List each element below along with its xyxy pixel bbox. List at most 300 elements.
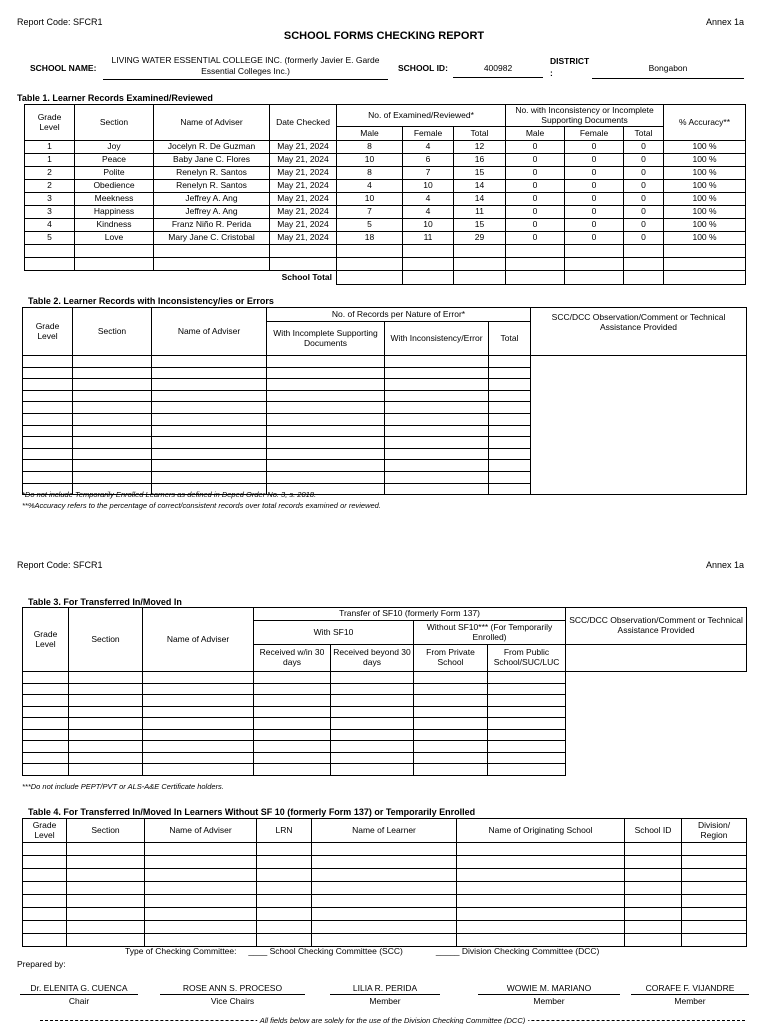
table2 xyxy=(22,307,747,495)
t3-cell[interactable] xyxy=(143,729,254,741)
t2-cell[interactable] xyxy=(152,460,267,472)
t2-cell[interactable] xyxy=(267,448,385,460)
t2-cell[interactable] xyxy=(23,356,73,368)
t3-cell[interactable] xyxy=(254,695,331,707)
t3-cell[interactable] xyxy=(488,764,566,776)
t2-cell[interactable] xyxy=(152,379,267,391)
t1-cell[interactable] xyxy=(75,245,154,258)
t3-cell[interactable] xyxy=(69,695,143,707)
t4-cell[interactable] xyxy=(145,856,257,869)
t1-total-cell[interactable] xyxy=(565,271,624,285)
t2-cell[interactable] xyxy=(152,402,267,414)
t2-cell[interactable] xyxy=(23,413,73,425)
t3-cell[interactable] xyxy=(414,672,488,684)
t4-cell[interactable] xyxy=(457,908,625,921)
t4-cell[interactable] xyxy=(682,869,747,882)
t4-cell[interactable] xyxy=(312,869,457,882)
t1-cell: 1 xyxy=(25,154,75,167)
t3-cell[interactable] xyxy=(488,683,566,695)
t4-cell[interactable] xyxy=(457,843,625,856)
t3-blank-row xyxy=(23,741,747,753)
t4-cell[interactable] xyxy=(625,843,682,856)
t1-cell[interactable] xyxy=(270,245,337,258)
school-name-value: LIVING WATER ESSENTIAL COLLEGE INC. (formerly Javier E. Garde Essential Colleges Inc.) xyxy=(103,55,388,80)
t3-cell[interactable] xyxy=(254,672,331,684)
scc-blank[interactable]: ____ xyxy=(248,946,268,956)
t2-cell[interactable] xyxy=(152,425,267,437)
t3-cell[interactable] xyxy=(488,741,566,753)
t4-cell[interactable] xyxy=(23,869,67,882)
t3-cell[interactable] xyxy=(331,741,414,753)
t4-cell[interactable] xyxy=(67,921,145,934)
t4-cell[interactable] xyxy=(682,921,747,934)
t3-header-observation: SCC/DCC Observation/Comment or Technical Assistance Provided xyxy=(566,608,747,645)
t1-cell: 0 xyxy=(624,180,664,193)
t1-cell[interactable] xyxy=(154,245,270,258)
t2-cell[interactable] xyxy=(385,483,489,495)
t2-cell[interactable] xyxy=(385,402,489,414)
t2-cell[interactable] xyxy=(385,471,489,483)
signatory-role: Member xyxy=(330,994,440,1006)
t1-cell: 0 xyxy=(565,141,624,154)
t1-total-cell[interactable] xyxy=(624,271,664,285)
t4-cell[interactable] xyxy=(23,908,67,921)
t2-cell[interactable] xyxy=(152,356,267,368)
t1-cell: 0 xyxy=(506,219,565,232)
t4-cell[interactable] xyxy=(67,856,145,869)
t4-cell[interactable] xyxy=(625,921,682,934)
t4-cell[interactable] xyxy=(257,869,312,882)
t2-cell[interactable] xyxy=(23,448,73,460)
t1-cell: May 21, 2024 xyxy=(270,232,337,245)
t2-cell[interactable] xyxy=(73,448,152,460)
t1-cell: Jeffrey A. Ang xyxy=(154,206,270,219)
t1-row xyxy=(25,141,746,154)
t1-cell[interactable] xyxy=(506,258,565,271)
t2-cell[interactable] xyxy=(385,390,489,402)
t1-header-examined: No. of Examined/Reviewed* xyxy=(337,105,506,127)
t3-cell[interactable] xyxy=(414,683,488,695)
t3-cell[interactable] xyxy=(69,683,143,695)
t2-cell[interactable] xyxy=(385,425,489,437)
t2-header-total: Total xyxy=(489,322,531,356)
t2-cell[interactable] xyxy=(385,367,489,379)
t2-cell[interactable] xyxy=(152,367,267,379)
school-id-value: 400982 xyxy=(453,60,543,78)
t4-cell[interactable] xyxy=(312,843,457,856)
t3-cell[interactable] xyxy=(488,729,566,741)
t4-cell[interactable] xyxy=(23,843,67,856)
t1-cell: 2 xyxy=(25,167,75,180)
t2-cell[interactable] xyxy=(267,390,385,402)
t2-cell[interactable] xyxy=(23,390,73,402)
t2-cell[interactable] xyxy=(73,402,152,414)
t1-cell: May 21, 2024 xyxy=(270,167,337,180)
t2-cell[interactable] xyxy=(267,425,385,437)
t3-cell[interactable] xyxy=(488,695,566,707)
t3-cell[interactable] xyxy=(488,718,566,730)
t3-cell[interactable] xyxy=(331,695,414,707)
t1-cell: Joy xyxy=(75,141,154,154)
t1-cell: 0 xyxy=(565,167,624,180)
t1-cell: 1 xyxy=(25,141,75,154)
t1-cell: Renelyn R. Santos xyxy=(154,167,270,180)
t2-cell[interactable] xyxy=(73,379,152,391)
t1-total-cell[interactable] xyxy=(337,271,403,285)
t1-cell[interactable] xyxy=(25,258,75,271)
t1-cell[interactable] xyxy=(403,245,454,258)
t2-cell[interactable] xyxy=(489,379,531,391)
t2-cell[interactable] xyxy=(73,367,152,379)
t1-cell: 6 xyxy=(403,154,454,167)
t2-cell[interactable] xyxy=(267,367,385,379)
t3-cell[interactable] xyxy=(69,672,143,684)
t2-cell[interactable] xyxy=(267,437,385,449)
t4-cell[interactable] xyxy=(625,869,682,882)
t2-cell[interactable] xyxy=(267,413,385,425)
t4-cell[interactable] xyxy=(257,843,312,856)
t1-total-cell[interactable] xyxy=(506,271,565,285)
t3-cell[interactable] xyxy=(254,683,331,695)
t2-cell[interactable] xyxy=(385,448,489,460)
t3-header-adviser: Name of Adviser xyxy=(143,608,254,672)
t4-cell[interactable] xyxy=(682,908,747,921)
t3-cell[interactable] xyxy=(69,752,143,764)
t3-cell[interactable] xyxy=(69,718,143,730)
t1-cell[interactable] xyxy=(454,245,506,258)
t1-cell[interactable] xyxy=(270,258,337,271)
t4-cell[interactable] xyxy=(457,895,625,908)
t1-cell: 2 xyxy=(25,180,75,193)
t3-cell[interactable] xyxy=(488,706,566,718)
t4-blank-row xyxy=(23,843,747,856)
t4-cell[interactable] xyxy=(67,869,145,882)
t1-cell: 18 xyxy=(337,232,403,245)
t1-cell[interactable] xyxy=(454,258,506,271)
t1-cell: Meekness xyxy=(75,193,154,206)
t1-header-date: Date Checked xyxy=(270,105,337,141)
t1-cell: 10 xyxy=(403,219,454,232)
t4-cell[interactable] xyxy=(682,856,747,869)
t1-row xyxy=(25,193,746,206)
t4-cell[interactable] xyxy=(23,934,67,947)
t2-observation-cell[interactable] xyxy=(531,356,747,495)
t2-cell[interactable] xyxy=(489,425,531,437)
t1-cell[interactable] xyxy=(403,258,454,271)
t1-cell: Peace xyxy=(75,154,154,167)
t1-cell: Kindness xyxy=(75,219,154,232)
t2-cell[interactable] xyxy=(23,471,73,483)
t2-cell[interactable] xyxy=(489,390,531,402)
t4-cell[interactable] xyxy=(312,895,457,908)
t2-cell[interactable] xyxy=(489,483,531,495)
t2-cell[interactable] xyxy=(267,402,385,414)
t4-cell[interactable] xyxy=(312,934,457,947)
t1-cell: 100 % xyxy=(664,219,746,232)
t3-cell[interactable] xyxy=(143,683,254,695)
t1-cell[interactable] xyxy=(25,245,75,258)
t2-cell[interactable] xyxy=(489,448,531,460)
t2-cell[interactable] xyxy=(73,471,152,483)
t1-cell: 0 xyxy=(506,154,565,167)
t4-cell[interactable] xyxy=(145,869,257,882)
t4-cell[interactable] xyxy=(457,869,625,882)
t1-cell[interactable] xyxy=(664,258,746,271)
district-label: DISTRICT xyxy=(550,56,590,66)
t3-header-private: From Private School xyxy=(414,645,488,672)
t2-header-grade: Grade Level xyxy=(23,308,73,356)
t1-cell[interactable] xyxy=(75,258,154,271)
t1-cell: Jeffrey A. Ang xyxy=(154,193,270,206)
t2-blank-row xyxy=(23,356,747,368)
t3-cell[interactable] xyxy=(488,752,566,764)
t3-cell[interactable] xyxy=(414,729,488,741)
t4-cell[interactable] xyxy=(145,882,257,895)
dcc-footer xyxy=(40,1016,745,1024)
t3-header-without-sf10: Without SF10*** (For Temporarily Enrolled) xyxy=(414,621,566,645)
t1-cell: 0 xyxy=(506,193,565,206)
t2-cell[interactable] xyxy=(489,471,531,483)
t4-cell[interactable] xyxy=(457,921,625,934)
t1-total-cell[interactable] xyxy=(454,271,506,285)
t3-cell[interactable] xyxy=(69,706,143,718)
t4-cell[interactable] xyxy=(457,882,625,895)
t4-cell[interactable] xyxy=(625,856,682,869)
t4-cell[interactable] xyxy=(682,934,747,947)
t4-cell[interactable] xyxy=(682,882,747,895)
t4-cell[interactable] xyxy=(23,921,67,934)
t1-cell: Baby Jane C. Flores xyxy=(154,154,270,167)
t4-cell[interactable] xyxy=(682,895,747,908)
t3-cell[interactable] xyxy=(254,764,331,776)
t3-cell[interactable] xyxy=(254,729,331,741)
t3-cell[interactable] xyxy=(254,718,331,730)
t4-cell[interactable] xyxy=(312,856,457,869)
t4-cell[interactable] xyxy=(457,856,625,869)
t2-cell[interactable] xyxy=(152,471,267,483)
t2-cell[interactable] xyxy=(73,460,152,472)
t3-cell[interactable] xyxy=(143,752,254,764)
t2-cell[interactable] xyxy=(73,356,152,368)
t4-cell[interactable] xyxy=(625,908,682,921)
t3-cell[interactable] xyxy=(414,695,488,707)
dcc-footer-text: All fields below are solely for the use of the Division Checking Committee (DCC) xyxy=(257,1016,529,1024)
t1-cell[interactable] xyxy=(154,258,270,271)
t2-cell[interactable] xyxy=(152,448,267,460)
t4-cell[interactable] xyxy=(67,934,145,947)
dcc-blank[interactable]: _____ xyxy=(435,946,460,956)
t2-cell[interactable] xyxy=(152,390,267,402)
t3-cell[interactable] xyxy=(143,764,254,776)
t2-cell[interactable] xyxy=(267,379,385,391)
prepared-by-label: Prepared by: xyxy=(17,959,66,969)
t1-total-cell[interactable] xyxy=(403,271,454,285)
t3-cell[interactable] xyxy=(331,729,414,741)
t3-cell[interactable] xyxy=(331,706,414,718)
t1-header-male: Male xyxy=(337,127,403,141)
t4-cell[interactable] xyxy=(145,895,257,908)
t2-cell[interactable] xyxy=(489,356,531,368)
t2-cell[interactable] xyxy=(23,402,73,414)
t4-cell[interactable] xyxy=(67,908,145,921)
t1-cell: 0 xyxy=(506,167,565,180)
t3-cell[interactable] xyxy=(69,729,143,741)
t2-cell[interactable] xyxy=(267,460,385,472)
t2-cell[interactable] xyxy=(489,413,531,425)
t4-cell[interactable] xyxy=(625,882,682,895)
t2-header-inconsistency: With Inconsistency/Error xyxy=(385,322,489,356)
t1-cell[interactable] xyxy=(624,258,664,271)
t3-cell[interactable] xyxy=(254,741,331,753)
t1-row xyxy=(25,219,746,232)
t4-cell[interactable] xyxy=(145,908,257,921)
t3-cell[interactable] xyxy=(143,672,254,684)
t3-cell[interactable] xyxy=(254,752,331,764)
t4-cell[interactable] xyxy=(257,908,312,921)
t3-observation-cell[interactable] xyxy=(566,645,747,672)
t4-cell[interactable] xyxy=(257,921,312,934)
t1-row xyxy=(25,180,746,193)
t1-header-section: Section xyxy=(75,105,154,141)
t1-school-total-label: School Total xyxy=(25,271,337,285)
t4-cell[interactable] xyxy=(145,921,257,934)
t3-cell[interactable] xyxy=(23,729,69,741)
t1-cell[interactable] xyxy=(565,258,624,271)
t2-cell[interactable] xyxy=(23,425,73,437)
t3-cell[interactable] xyxy=(69,741,143,753)
t3-cell[interactable] xyxy=(143,718,254,730)
t3-cell[interactable] xyxy=(331,718,414,730)
t1-cell[interactable] xyxy=(624,245,664,258)
t4-cell[interactable] xyxy=(67,895,145,908)
t1-cell: 3 xyxy=(25,193,75,206)
t4-cell[interactable] xyxy=(257,934,312,947)
t4-cell[interactable] xyxy=(257,856,312,869)
t2-cell[interactable] xyxy=(385,437,489,449)
t1-cell: May 21, 2024 xyxy=(270,141,337,154)
t2-cell[interactable] xyxy=(385,460,489,472)
t3-header-beyond30: Received beyond 30 days xyxy=(331,645,414,672)
t3-cell[interactable] xyxy=(23,718,69,730)
t4-cell[interactable] xyxy=(312,921,457,934)
t4-cell[interactable] xyxy=(457,934,625,947)
t1-header-adviser: Name of Adviser xyxy=(154,105,270,141)
t3-cell[interactable] xyxy=(414,706,488,718)
t2-cell[interactable] xyxy=(267,471,385,483)
t2-cell[interactable] xyxy=(73,437,152,449)
t4-cell[interactable] xyxy=(23,856,67,869)
t3-cell[interactable] xyxy=(23,764,69,776)
t4-cell[interactable] xyxy=(257,882,312,895)
t4-cell[interactable] xyxy=(625,934,682,947)
t2-cell[interactable] xyxy=(385,413,489,425)
t1-total-cell[interactable] xyxy=(664,271,746,285)
annex-label: Annex 1a xyxy=(705,17,744,27)
t1-cell: Jocelyn R. De Guzman xyxy=(154,141,270,154)
t2-cell[interactable] xyxy=(267,356,385,368)
t3-cell[interactable] xyxy=(23,741,69,753)
t2-cell[interactable] xyxy=(23,437,73,449)
t4-cell[interactable] xyxy=(67,843,145,856)
t4-cell[interactable] xyxy=(625,895,682,908)
t1-header-male-2: Male xyxy=(506,127,565,141)
t1-blank-row xyxy=(25,258,746,271)
t1-cell[interactable] xyxy=(506,245,565,258)
t3-cell[interactable] xyxy=(414,764,488,776)
t2-cell[interactable] xyxy=(73,390,152,402)
t3-cell[interactable] xyxy=(143,706,254,718)
t3-cell[interactable] xyxy=(143,741,254,753)
t1-cell[interactable] xyxy=(337,258,403,271)
t3-cell[interactable] xyxy=(414,741,488,753)
t2-cell[interactable] xyxy=(23,460,73,472)
t4-cell[interactable] xyxy=(23,895,67,908)
t4-cell[interactable] xyxy=(312,908,457,921)
t4-cell[interactable] xyxy=(145,843,257,856)
t3-cell[interactable] xyxy=(414,752,488,764)
t4-cell[interactable] xyxy=(312,882,457,895)
t2-cell[interactable] xyxy=(23,367,73,379)
t2-header-nature: No. of Records per Nature of Error* xyxy=(267,308,531,322)
t4-cell[interactable] xyxy=(23,882,67,895)
t3-cell[interactable] xyxy=(23,683,69,695)
t3-cell[interactable] xyxy=(23,695,69,707)
t3-cell[interactable] xyxy=(143,695,254,707)
t3-cell[interactable] xyxy=(331,752,414,764)
t2-cell[interactable] xyxy=(385,379,489,391)
t3-cell[interactable] xyxy=(488,672,566,684)
t2-cell[interactable] xyxy=(385,356,489,368)
t1-cell[interactable] xyxy=(664,245,746,258)
t3-cell[interactable] xyxy=(254,706,331,718)
t1-row xyxy=(25,167,746,180)
t1-cell[interactable] xyxy=(337,245,403,258)
table3 xyxy=(22,607,747,776)
t2-cell[interactable] xyxy=(489,437,531,449)
t2-cell[interactable] xyxy=(152,413,267,425)
t3-cell[interactable] xyxy=(331,683,414,695)
t4-cell[interactable] xyxy=(145,934,257,947)
t4-cell[interactable] xyxy=(67,882,145,895)
t1-cell: 4 xyxy=(403,193,454,206)
district-value: Bongabon xyxy=(592,60,744,79)
t3-cell[interactable] xyxy=(414,718,488,730)
t3-cell[interactable] xyxy=(23,706,69,718)
t1-header-inconsistency: No. with Inconsistency or Incomplete Supporting Documents xyxy=(506,105,664,127)
t2-cell[interactable] xyxy=(489,460,531,472)
t3-cell[interactable] xyxy=(69,764,143,776)
t2-cell[interactable] xyxy=(489,402,531,414)
t1-cell: 0 xyxy=(506,141,565,154)
t3-cell[interactable] xyxy=(23,752,69,764)
t1-header-accuracy: % Accuracy** xyxy=(664,105,746,141)
t2-cell[interactable] xyxy=(23,379,73,391)
t2-cell[interactable] xyxy=(73,425,152,437)
t1-header-total-2: Total xyxy=(624,127,664,141)
t1-cell[interactable] xyxy=(565,245,624,258)
t3-cell[interactable] xyxy=(23,672,69,684)
t2-cell[interactable] xyxy=(489,367,531,379)
t4-cell[interactable] xyxy=(682,843,747,856)
t1-header-total: Total xyxy=(454,127,506,141)
t2-cell[interactable] xyxy=(73,413,152,425)
t3-cell[interactable] xyxy=(331,672,414,684)
t4-cell[interactable] xyxy=(257,895,312,908)
t1-cell: 0 xyxy=(624,167,664,180)
t3-cell[interactable] xyxy=(331,764,414,776)
t3-blank-row xyxy=(23,706,747,718)
t2-cell[interactable] xyxy=(152,437,267,449)
